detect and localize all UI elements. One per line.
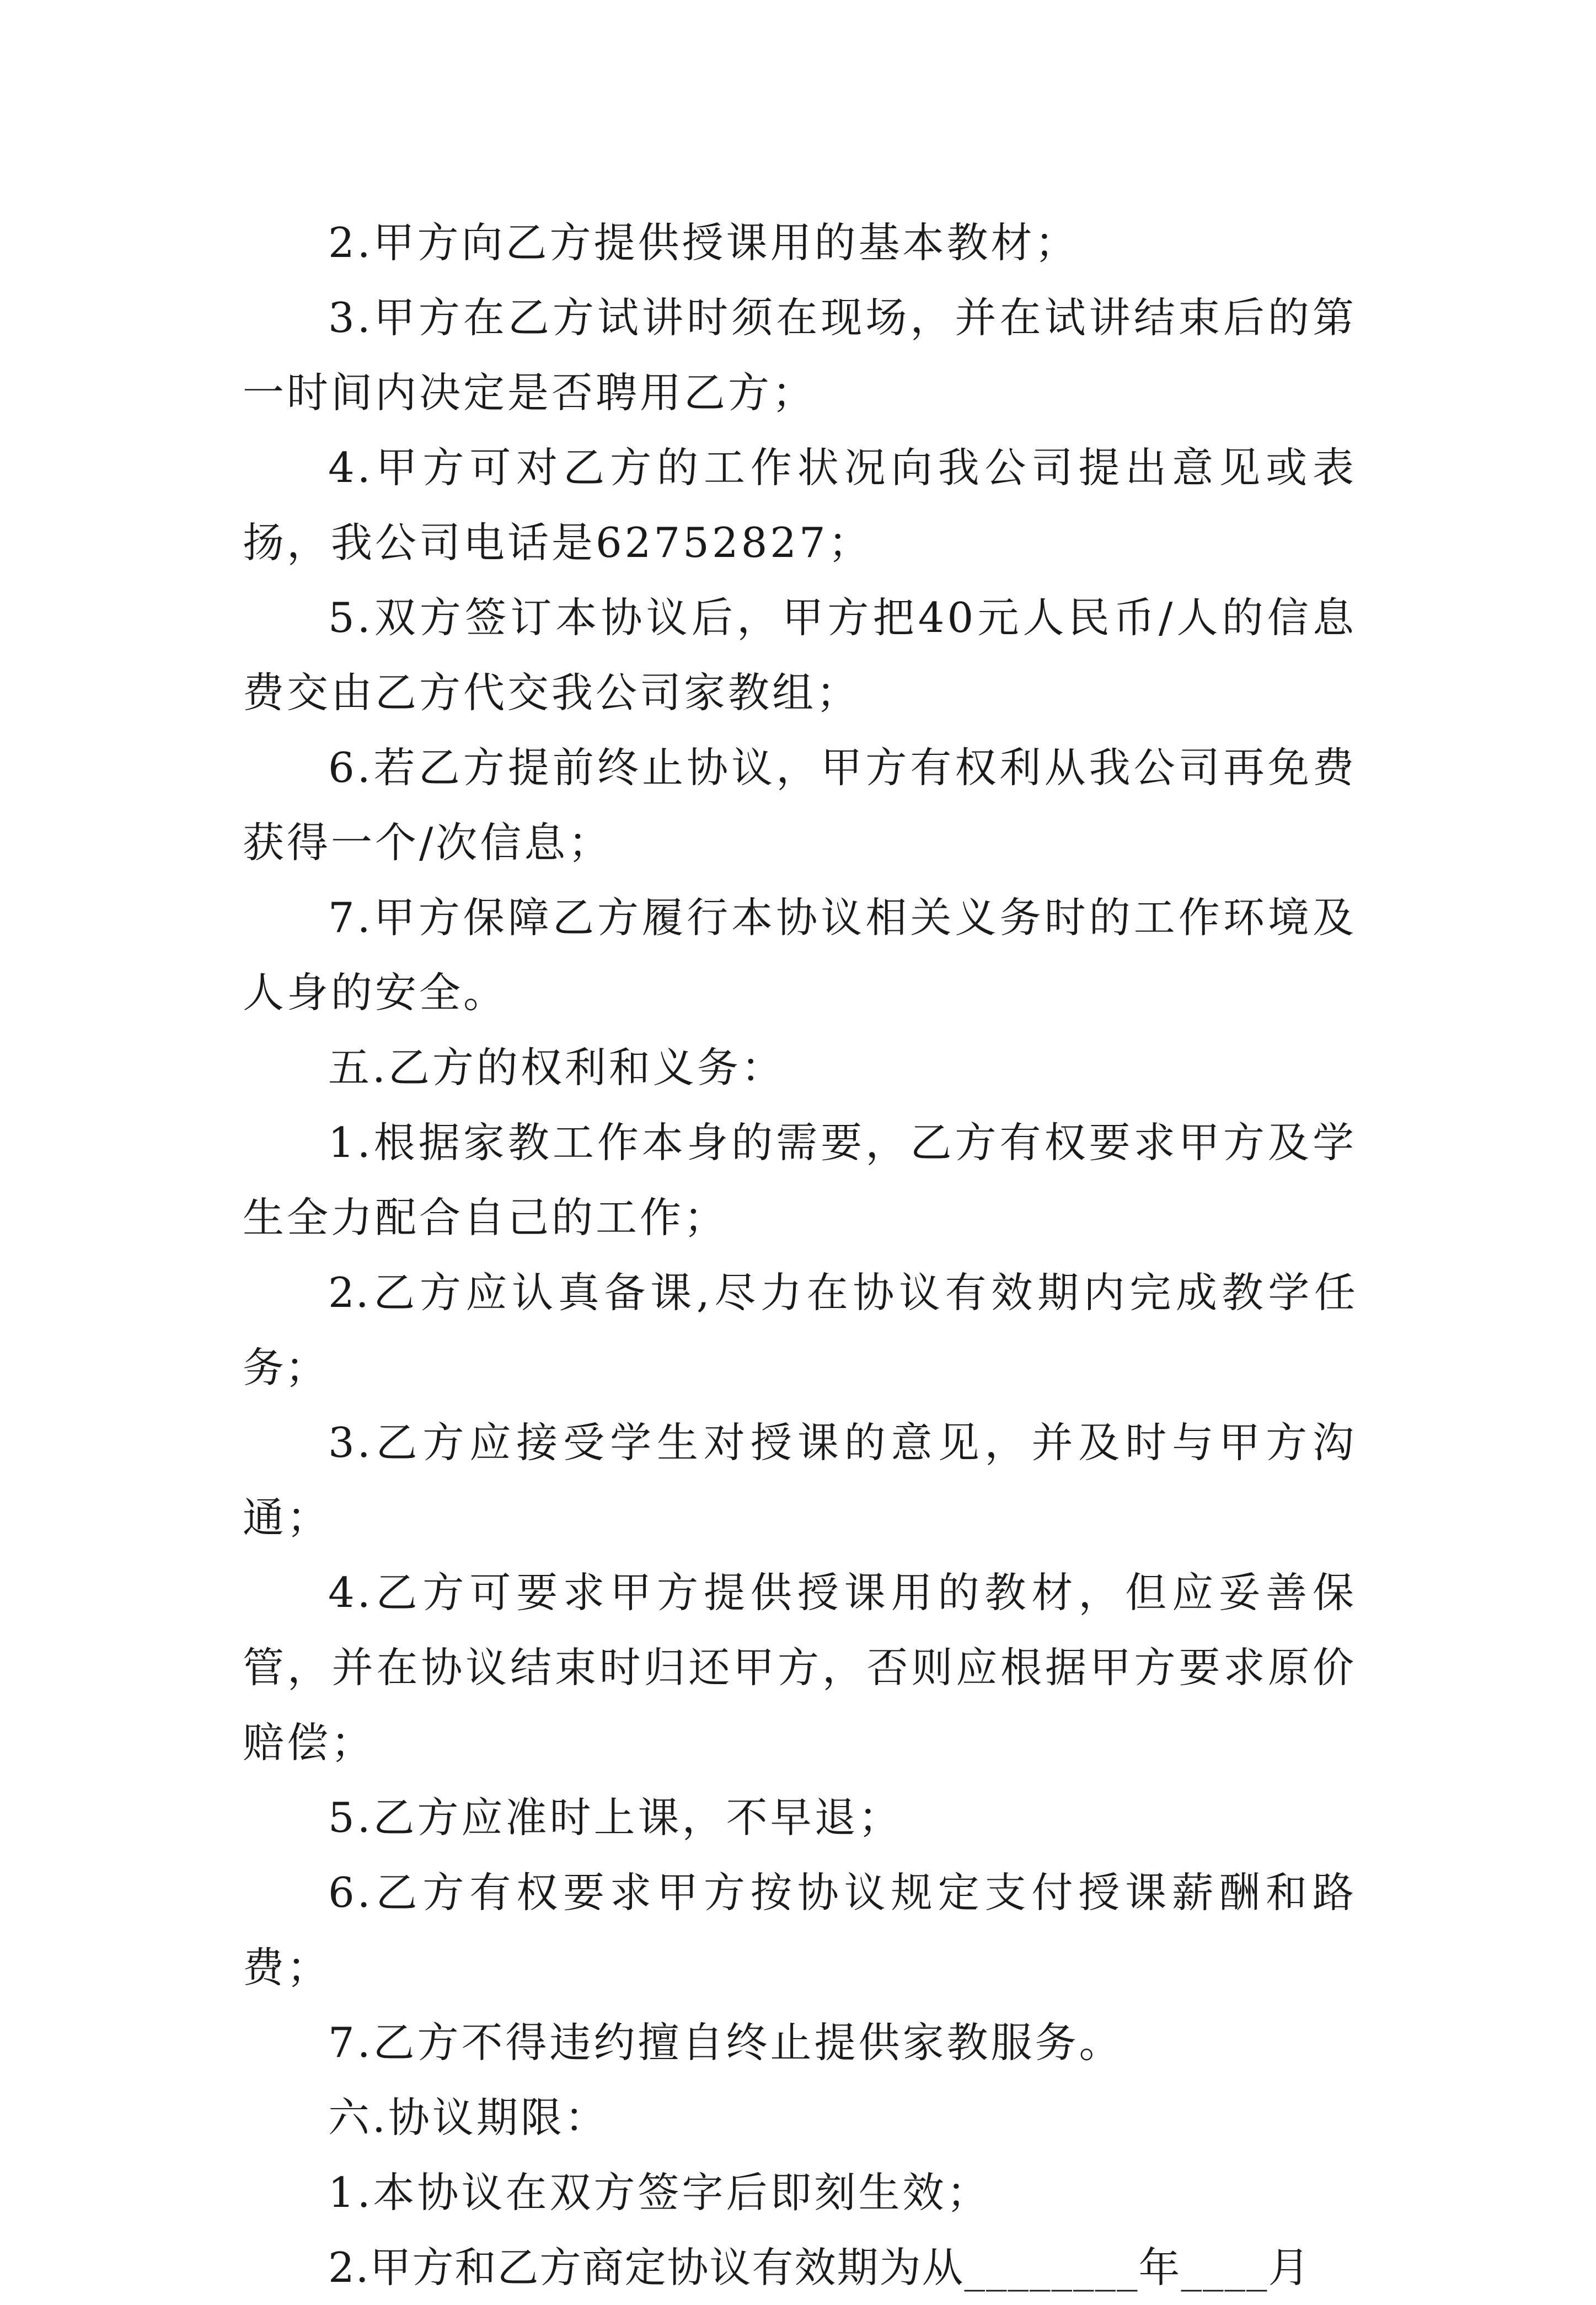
paragraph-party-b-2: 2.乙方应认真备课,尽力在协议有效期内完成教学任务； xyxy=(243,1268,1357,1392)
paragraph-party-a-7: 7.甲方保障乙方履行本协议相关义务时的工作环境及人身的安全。 xyxy=(243,893,1357,1017)
paragraph-party-b-6: 6.乙方有权要求甲方按协议规定支付授课薪酬和路费； xyxy=(243,1868,1357,1992)
paragraph-party-a-2: 2.甲方向乙方提供授课用的基本教材； xyxy=(328,218,1079,267)
paragraph-party-a-5: 5.双方签订本协议后，甲方把40元人民币/人的信息费交由乙方代交我公司家教组； xyxy=(243,593,1357,717)
paragraph-party-b-4: 4.乙方可要求甲方提供授课用的教材，但应妥善保管，并在协议结束时归还甲方，否则应根据甲方要求原价赔偿； xyxy=(243,1568,1357,1767)
paragraph-party-a-4: 4.甲方可对乙方的工作状况向我公司提出意见或表扬，我公司电话是62752827； xyxy=(243,443,1357,567)
paragraph-term-2: 2.甲方和乙方商定协议有效期为从________年____月 xyxy=(328,2243,1311,2292)
paragraph-party-a-3: 3.甲方在乙方试讲时须在现场，并在试讲结束后的第一时间内决定是否聘用乙方； xyxy=(243,293,1357,417)
paragraph-party-b-3: 3.乙方应接受学生对授课的意见，并及时与甲方沟通； xyxy=(243,1418,1357,1542)
section-heading-term: 六.协议期限： xyxy=(328,2093,609,2142)
paragraph-party-b-1: 1.根据家教工作本身的需要，乙方有权要求甲方及学生全力配合自己的工作； xyxy=(243,1118,1357,1242)
paragraph-party-a-6: 6.若乙方提前终止协议，甲方有权利从我公司再免费获得一个/次信息； xyxy=(243,743,1357,867)
paragraph-term-1: 1.本协议在双方签字后即刻生效； xyxy=(328,2168,991,2217)
paragraph-party-b-5: 5.乙方应准时上课，不早退； xyxy=(328,1793,903,1842)
section-heading-party-b: 五.乙方的权利和义务： xyxy=(328,1043,785,1092)
paragraph-party-b-7: 7.乙方不得违约擅自终止提供家教服务。 xyxy=(328,2018,1123,2067)
document-body xyxy=(243,205,1357,2305)
